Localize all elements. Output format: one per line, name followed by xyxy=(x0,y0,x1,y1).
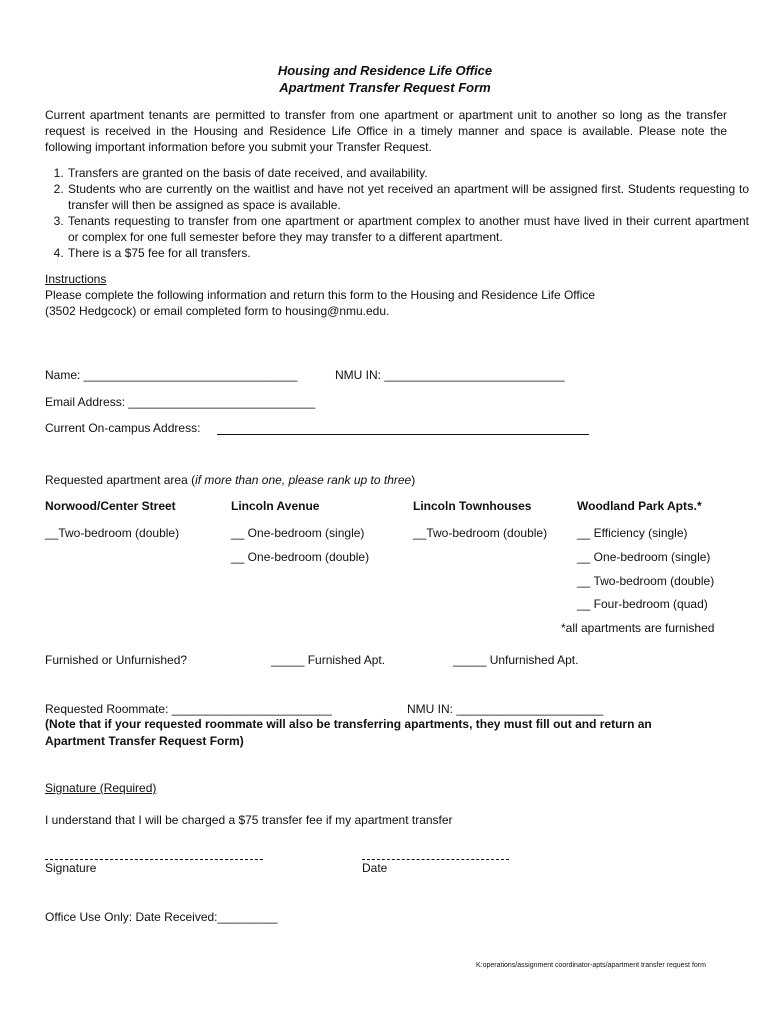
instructions-line-2: (3502 Hedgcock) or email completed form to housing@nmu.edu. xyxy=(45,304,390,318)
instructions-heading: Instructions xyxy=(45,272,107,286)
furnished-note: *all apartments are furnished xyxy=(561,621,715,635)
signature-line[interactable] xyxy=(45,859,263,860)
intro-paragraph: Current apartment tenants are permitted to transfer from one apartment or apartment unit to another so long as the transfer request is received in the Housing and Residence Life Office in a timely manner and space is available. Please note the following important information before you submit your Transfer Request. xyxy=(45,108,727,154)
address-input-line[interactable] xyxy=(217,434,589,435)
name-field[interactable]: Name: ________________________________ xyxy=(45,368,298,382)
option-woodland-four-bedroom[interactable]: __ Four-bedroom (quad) xyxy=(577,597,708,611)
instructions-line-1: Please complete the following information and return this form to the Housing and Residence Life Office xyxy=(45,288,596,302)
office-use-date-received: Office Use Only: Date Received:_________ xyxy=(45,910,278,924)
roommate-note-line-1: (Note that if your requested roommate will also be transferring apartments, they must fill out and return an xyxy=(45,717,652,731)
option-woodland-efficiency[interactable]: __ Efficiency (single) xyxy=(577,526,688,540)
rule-item: 3. Tenants requesting to transfer from one apartment or apartment complex to another must have lived in their current apartment or complex for one full semester before they may transfer to a different apartment. xyxy=(67,213,749,245)
column-header-woodland-park: Woodland Park Apts.* xyxy=(577,499,702,513)
option-lincoln-one-bedroom-double[interactable]: __ One-bedroom (double) xyxy=(231,550,370,564)
signature-heading: Signature (Required) xyxy=(45,781,157,795)
date-line[interactable] xyxy=(362,859,509,860)
signature-label: Signature xyxy=(45,861,97,875)
column-header-lincoln-townhouses: Lincoln Townhouses xyxy=(413,499,532,513)
form-title: Apartment Transfer Request Form xyxy=(279,80,491,95)
option-lincoln-one-bedroom-single[interactable]: __ One-bedroom (single) xyxy=(231,526,365,540)
nmu-in-field[interactable]: NMU IN: ___________________________ xyxy=(335,368,565,382)
address-label: Current On-campus Address: xyxy=(45,421,201,435)
furnished-question: Furnished or Unfurnished? xyxy=(45,653,188,667)
furnished-option[interactable]: _____ Furnished Apt. xyxy=(271,653,386,667)
option-woodland-two-bedroom[interactable]: __ Two-bedroom (double) xyxy=(577,574,715,588)
footer-file-path: K:operations/assignment coordinator-apts/apartment transfer request form xyxy=(476,962,706,969)
roommate-note-line-2: Apartment Transfer Request Form) xyxy=(45,734,244,748)
area-prompt: Requested apartment area (if more than one, please rank up to three) xyxy=(45,473,416,487)
office-title: Housing and Residence Life Office xyxy=(277,63,493,78)
roommate-nmu-in-field[interactable]: NMU IN: ______________________ xyxy=(407,702,604,716)
option-norwood-two-bedroom[interactable]: __Two-bedroom (double) xyxy=(45,526,180,540)
rule-item: 1. Transfers are granted on the basis of date received, and availability. xyxy=(67,165,749,181)
unfurnished-option[interactable]: _____ Unfurnished Apt. xyxy=(453,653,579,667)
date-label: Date xyxy=(362,861,388,875)
roommate-field[interactable]: Requested Roommate: ________________________ xyxy=(45,702,332,716)
column-header-norwood: Norwood/Center Street xyxy=(45,499,176,513)
rule-item: 4. There is a $75 fee for all transfers. xyxy=(67,245,749,261)
fee-statement: I understand that I will be charged a $75 transfer fee if my apartment transfer xyxy=(45,813,453,827)
email-field[interactable]: Email Address: ____________________________ xyxy=(45,395,316,409)
rules-list xyxy=(45,165,749,261)
rule-item: 2. Students who are currently on the waitlist and have not yet received an apartment will be assigned first. Students requesting to transfer will then be assigned as space is available. xyxy=(67,181,749,213)
option-woodland-one-bedroom[interactable]: __ One-bedroom (single) xyxy=(577,550,711,564)
column-header-lincoln-avenue: Lincoln Avenue xyxy=(231,499,320,513)
option-townhouses-two-bedroom[interactable]: __Two-bedroom (double) xyxy=(413,526,548,540)
